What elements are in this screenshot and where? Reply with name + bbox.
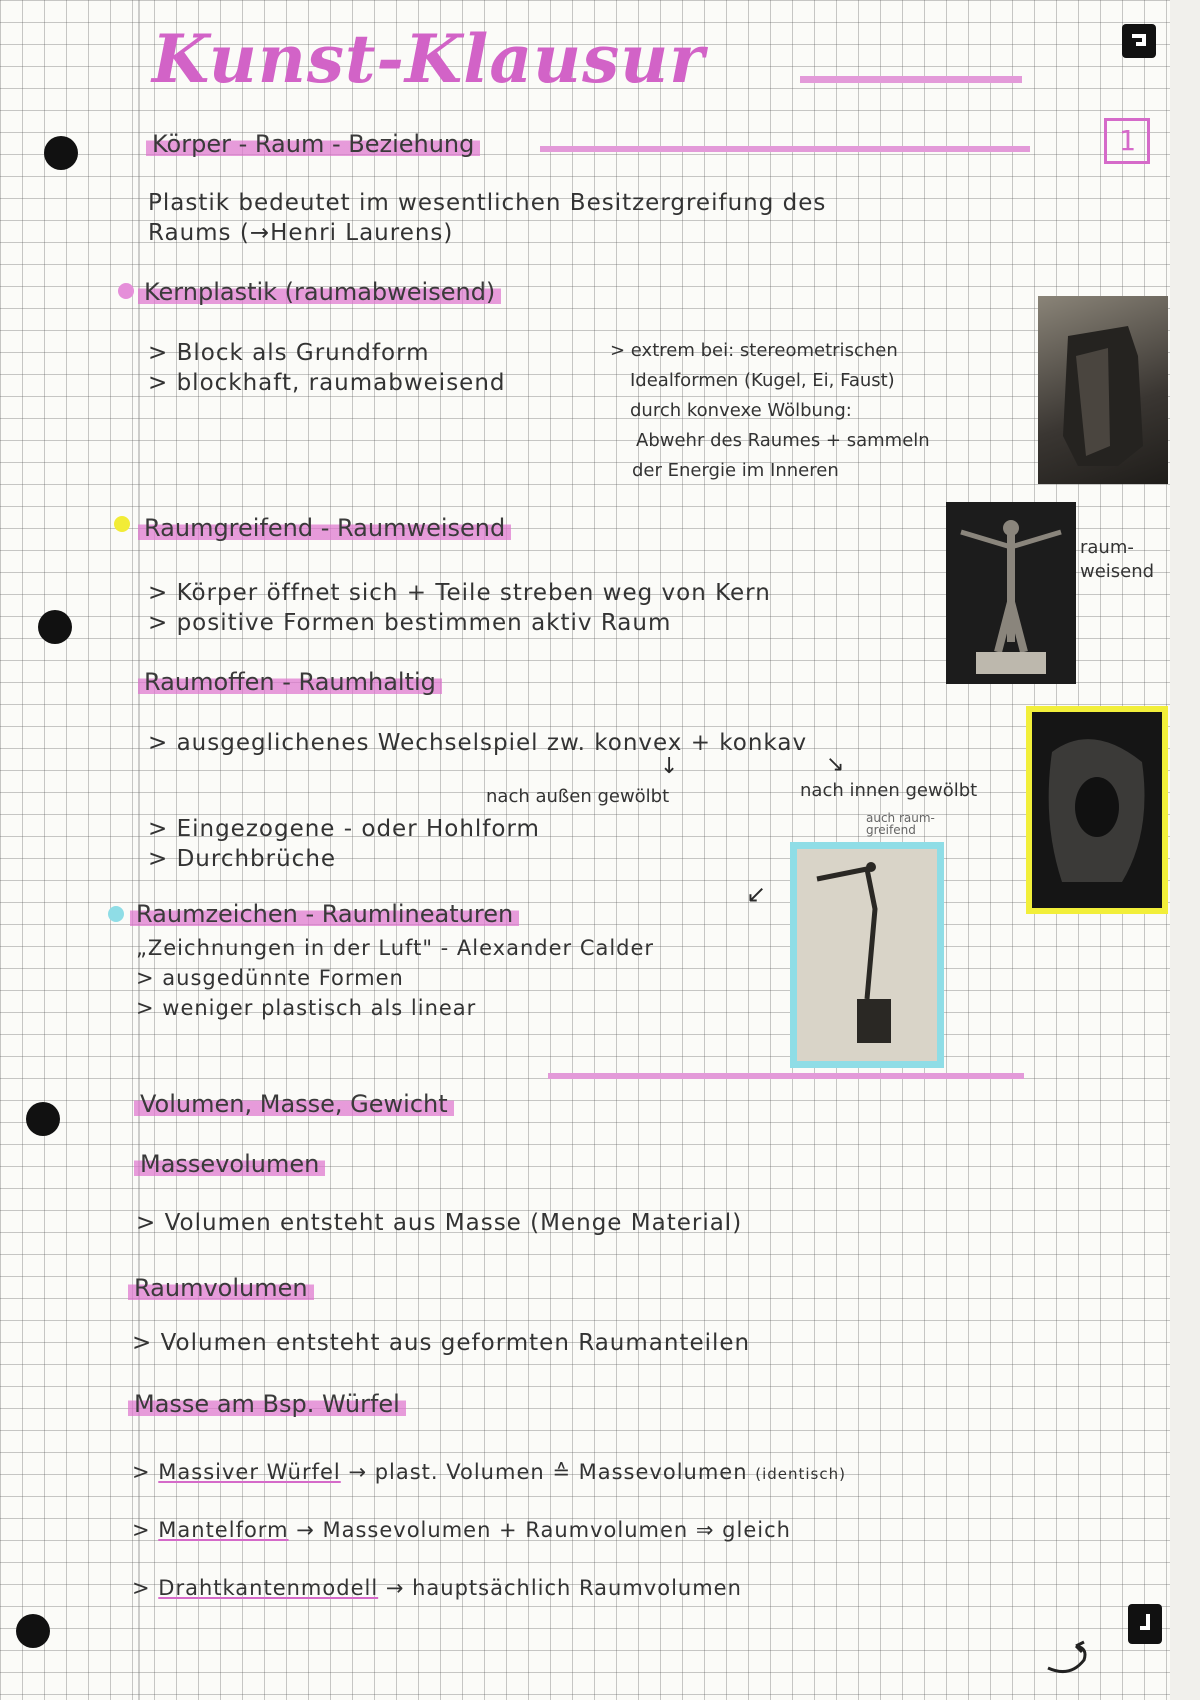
heading-raumoffen: Raumoffen - Raumhaltig [138, 668, 442, 696]
annotation-convex: nach außen gewölbt [486, 786, 670, 807]
raumoffen-line-3: > Durchbrüche [148, 846, 337, 872]
annotation-auch-raumgreifend: auch raum- greifend [866, 811, 935, 837]
heading-koerper-raum: Körper - Raum - Beziehung [146, 130, 480, 158]
wuerfel-item-2: > Mantelform → Massevolumen + Raumvolumen ⇒ gleich [132, 1518, 791, 1542]
sculpture-photo-giacometti [790, 842, 944, 1068]
annotation-concave: nach innen gewölbt [800, 780, 978, 801]
raumoffen-line-1: > ausgeglichenes Wechselspiel zw. konvex + konkav [148, 730, 808, 756]
raumzeichen-line-3: > weniger plastisch als linear [136, 996, 477, 1020]
raumgreifend-line-1: > Körper öffnet sich + Teile streben weg von Kern [148, 580, 771, 606]
kern-right-3: durch konvexe Wölbung: [630, 400, 852, 421]
arrow-left-icon: ↙ [746, 880, 767, 908]
kern-right-1: > extrem bei: stereometrischen [610, 340, 898, 361]
subheading-massevolumen: Massevolumen [134, 1150, 325, 1178]
kern-right-4: Abwehr des Raumes + sammeln [636, 430, 930, 451]
page-number-box: 1 [1104, 118, 1150, 164]
wuerfel-item-1: > Massiver Würfel → plast. Volumen ≙ Massevolumen (identisch) [132, 1460, 846, 1484]
curved-arrow-icon [1040, 1638, 1100, 1682]
wuerfel-item-3: > Drahtkantenmodell → hauptsächlich Raumvolumen [132, 1576, 742, 1600]
side-label-raumweisend: raum- weisend [1080, 537, 1155, 582]
punch-hole [44, 136, 78, 170]
heading-volumen: Volumen, Masse, Gewicht [134, 1090, 454, 1118]
quote-line-2: Raums (→Henri Laurens) [148, 220, 454, 246]
raumzeichen-line-2: > ausgedünnte Formen [136, 966, 404, 990]
bullet-dot-cyan [108, 906, 124, 922]
corner-arrow-icon [1122, 24, 1156, 58]
heading-kernplastik: Kernplastik (raumabweisend) [138, 278, 501, 306]
massevolumen-line: > Volumen entsteht aus Masse (Menge Material) [136, 1210, 743, 1236]
bullet-dot-pink [118, 283, 134, 299]
punch-hole [26, 1102, 60, 1136]
margin-line [138, 0, 140, 1700]
arrow-diagonal-icon: ↘ [826, 752, 845, 777]
heading-extension-line [548, 1073, 1024, 1079]
bullet-dot-yellow [114, 516, 130, 532]
title-underline [800, 76, 1022, 83]
raumzeichen-line-1: „Zeichnungen in der Luft" - Alexander Calder [136, 936, 655, 960]
page-title: Kunst-Klausur [152, 20, 706, 98]
kern-left-2: > blockhaft, raumabweisend [148, 370, 506, 396]
subheading-masse-wuerfel: Masse am Bsp. Würfel [128, 1390, 406, 1418]
heading-extension-line [540, 146, 1030, 152]
raumoffen-line-2: > Eingezogene - oder Hohlform [148, 816, 540, 842]
kern-right-2: Idealformen (Kugel, Ei, Faust) [630, 370, 895, 391]
arrow-down-icon: ↓ [660, 754, 679, 779]
raumgreifend-line-2: > positive Formen bestimmen aktiv Raum [148, 610, 672, 636]
sculpture-photo-block [1038, 296, 1168, 484]
quote-line-1: Plastik bedeutet im wesentlichen Besitzergreifung des [148, 190, 827, 216]
kern-left-1: > Block als Grundform [148, 340, 430, 366]
sculpture-photo-figure [946, 502, 1076, 684]
punch-hole [38, 610, 72, 644]
sculpture-photo-hollow [1026, 706, 1168, 914]
heading-raumzeichen: Raumzeichen - Raumlineaturen [130, 900, 519, 928]
raumvolumen-line: > Volumen entsteht aus geformten Raumanteilen [132, 1330, 751, 1356]
corner-arrow-icon [1128, 1604, 1162, 1644]
heading-raumgreifend: Raumgreifend - Raumweisend [138, 514, 511, 542]
punch-hole [16, 1614, 50, 1648]
subheading-raumvolumen: Raumvolumen [128, 1274, 314, 1302]
kern-right-5: der Energie im Inneren [632, 460, 839, 481]
